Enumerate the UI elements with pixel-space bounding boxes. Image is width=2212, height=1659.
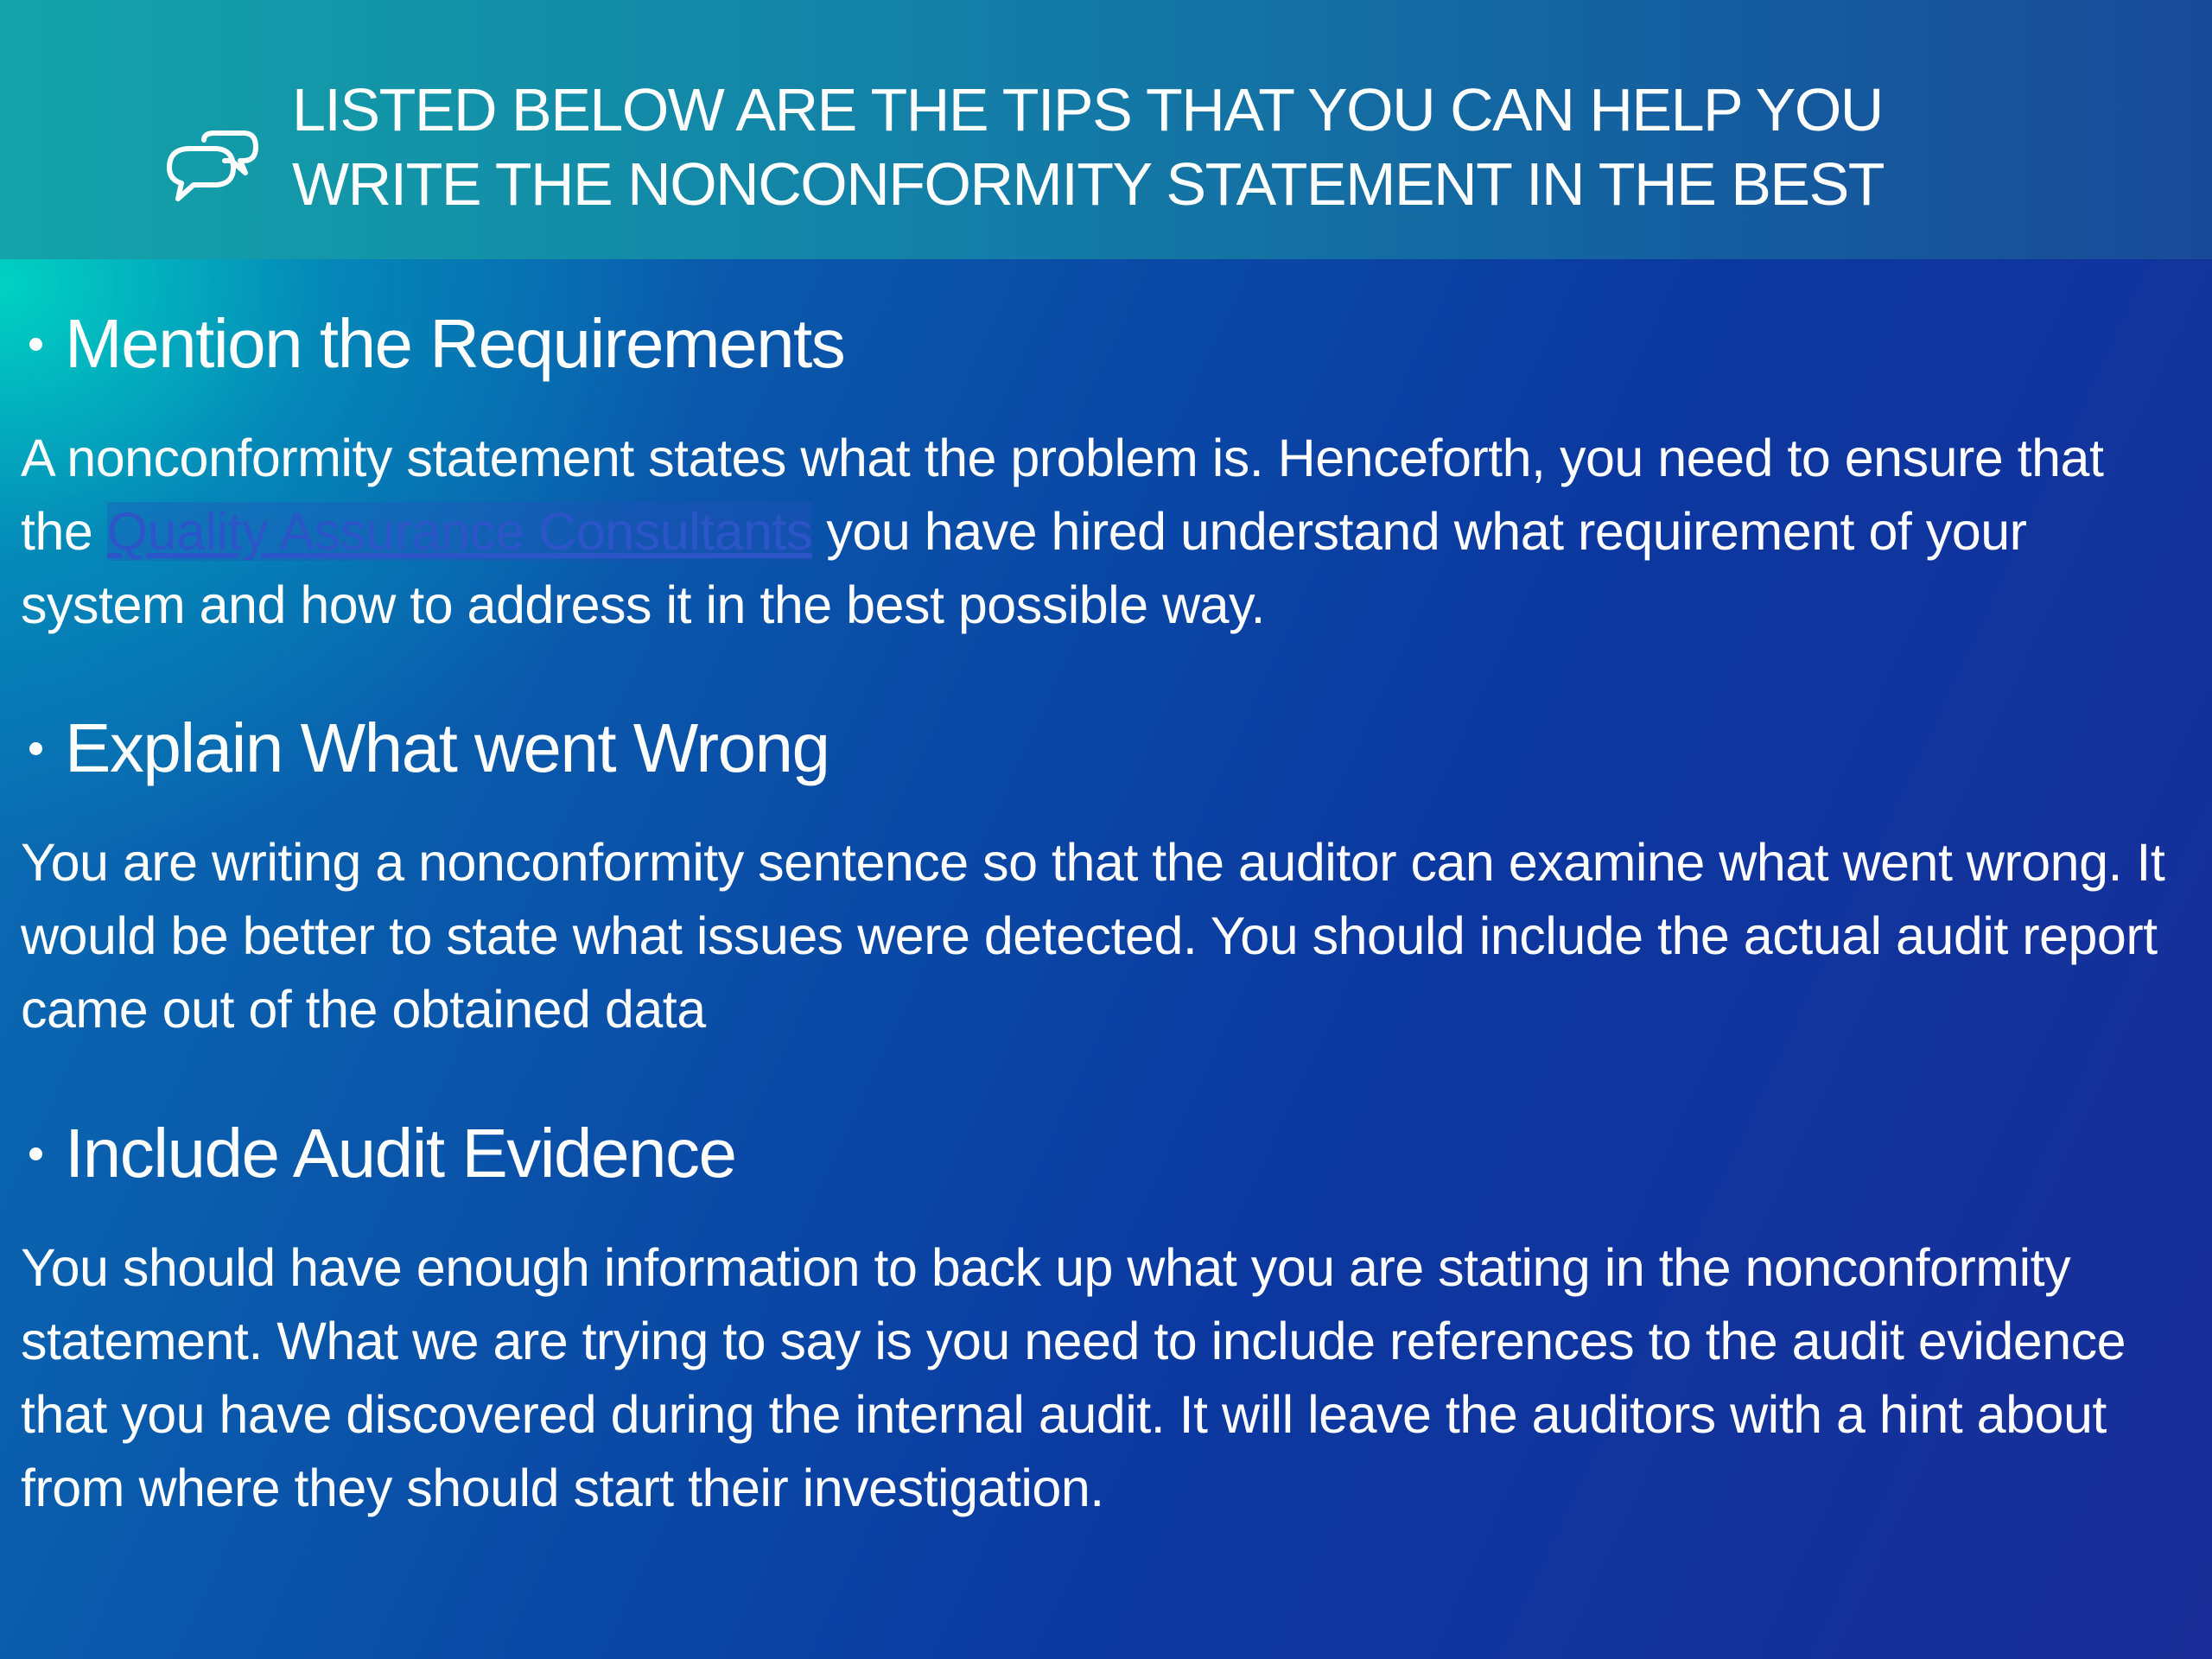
tip-title: Include Audit Evidence bbox=[65, 1115, 736, 1192]
tip-heading bbox=[21, 301, 2181, 387]
tip-section-what-went-wrong bbox=[21, 705, 2181, 1046]
tip-title: Mention the Requirements bbox=[65, 305, 845, 382]
tip-heading bbox=[21, 705, 2181, 791]
page-title: LISTED BELOW ARE THE TIPS THAT YOU CAN HELP YOU WRITE THE NONCONFORMITY STATEMENT IN THE BEST bbox=[292, 76, 1885, 218]
bullet-dot bbox=[29, 742, 42, 755]
header-band bbox=[0, 0, 2212, 259]
tip-body-text: A nonconformity statement states what the problem is. Henceforth, you need to ensure that the bbox=[21, 429, 2104, 561]
tip-body: You are writing a nonconformity sentence so that the auditor can examine what went wrong. It would be better to state what issues were detected. You should include the actual audit report came out of the obtained data bbox=[21, 833, 2165, 1039]
bullet-dot bbox=[29, 338, 42, 351]
tip-title: Explain What went Wrong bbox=[65, 709, 830, 786]
tip-section-requirements bbox=[21, 301, 2181, 642]
tip-body: You should have enough information to back up what you are stating in the nonconformity statement. What we are trying to say is you need to include references to the audit evidence that you have discovered during the internal audit. It will leave the auditors with a hint about from where they should start their investigation. bbox=[21, 1238, 2126, 1517]
tip-body-text-continued: you have hired understand what requirement of your system and how to address it in the best possible way. bbox=[21, 502, 2027, 634]
tip-section-audit-evidence bbox=[21, 1110, 2181, 1525]
quality-assurance-consultants-link[interactable]: Quality Assurance Consultants bbox=[106, 502, 812, 561]
speech-bubbles-icon bbox=[164, 130, 261, 216]
tip-body bbox=[21, 422, 2172, 642]
tip-heading bbox=[21, 1110, 2181, 1197]
bullet-dot bbox=[29, 1147, 42, 1160]
